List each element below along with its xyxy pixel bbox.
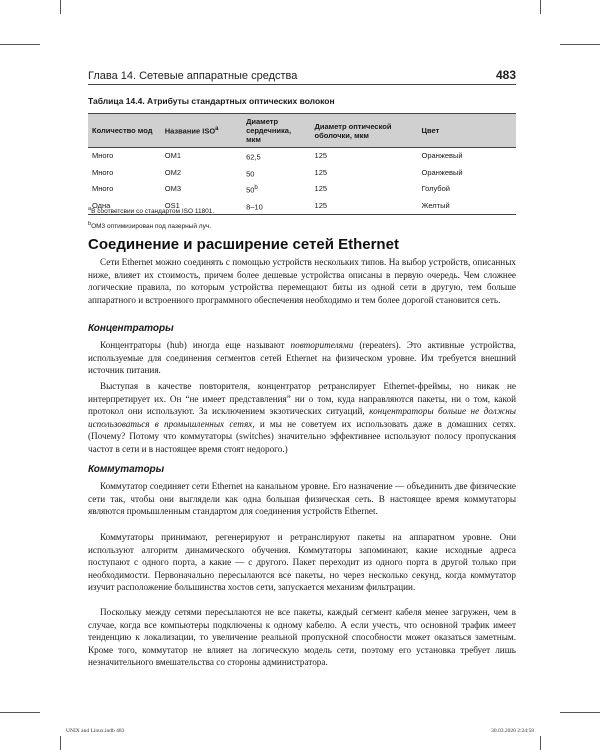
subsection-heading-switches: Коммутаторы	[88, 464, 165, 475]
crop-mark	[560, 44, 600, 45]
crop-mark	[560, 712, 600, 713]
cell-iso: OM2	[164, 167, 182, 177]
cell-cladding: 125	[311, 198, 418, 215]
table-row	[88, 148, 516, 165]
crop-mark	[0, 712, 40, 713]
crop-mark	[60, 0, 61, 14]
cell-color: Оранжевый	[421, 151, 463, 161]
paragraph: Коммутатор соединяет сети Ethernet на канальном уровне. Его назначение — объединить две физические сети так, чтобы они выглядели как одна большая физическая сеть. В настоящее время коммутаторы являются промышленным стандартом для соединения устройств Ethernet.	[88, 481, 516, 517]
cell-core: 50$^b$	[246, 185, 258, 195]
footnote-mark: b	[254, 185, 258, 191]
cell-iso: OS1	[161, 198, 242, 215]
table-row	[88, 181, 516, 198]
column-header: Диаметр оптической оболочки, мкм	[311, 114, 418, 148]
cell-core: 62,5	[246, 152, 261, 162]
paragraph: Коммутаторы принимают, регенерируют и ретранслируют пакеты на аппаратном уровне. Они используют алгоритм динамического обучения. Коммутаторы запоминают, какие исходные адреса поступают с одного порта, а какие — с другого. Пакет переходит из одного порта в другой только при необходимости. Первоначально пересылаются все пакеты, но через несколько секунд, когда коммутатор изучит расположение большинства хостов сети, запускается механизм фильтрации.	[88, 532, 516, 593]
chapter-title: Глава 14. Сетевые аппаратные средства	[88, 70, 298, 82]
cell-cladding: 125	[314, 167, 328, 177]
print-timestamp: 30.03.2020 2:24:58	[491, 728, 534, 734]
header-rule	[88, 84, 516, 85]
footnote: $^a$В соответсвии со стандартом ISO 11801.	[88, 206, 215, 216]
table-header-row	[88, 114, 516, 148]
page-number: 483	[495, 68, 516, 82]
cell-iso: OM3	[164, 184, 182, 194]
cell-core: 8–10	[242, 198, 310, 215]
running-header	[88, 64, 516, 82]
cell-color: Голубой	[421, 184, 450, 194]
table-caption: Таблица 14.4. Атрибуты стандартных оптических волокон	[88, 96, 335, 106]
cell-color: Желтый	[418, 198, 516, 215]
crop-mark	[540, 736, 541, 750]
print-file-info: UNIX and Linux.indb 483	[66, 728, 125, 734]
cell-mode: Много	[92, 151, 114, 161]
column-header: Количество мод	[88, 114, 161, 148]
cell-mode: Одна	[88, 198, 161, 215]
cell-color: Оранжевый	[421, 167, 463, 177]
table-row	[88, 165, 516, 182]
crop-mark	[540, 0, 541, 14]
emphasis: концентраторы больше не должны использоваться в промышленных сетях	[88, 406, 516, 429]
paragraph: Концентраторы (hub) иногда еще называют повторителями (repeaters). Это активные устройства, используемые для соединения сегментов сетей Ethernet на физическом уровне. Им требуется внешний источник питания.	[88, 340, 516, 376]
paragraph: Сети Ethernet можно соединять с помощью устройств нескольких типов. На выбор устройств, описанных ниже, влияет их стоимость, причем более дешевые устройства описаны в первую очередь. Чем сложнее логические правила, по которым устройства перемещают биты из одной сети в другую, тем больше аппаратного и встроенного программного обеспечения необходимо и тем более дорогой становится сеть.	[88, 257, 516, 305]
table-footnotes	[88, 203, 214, 233]
crop-mark	[0, 44, 40, 45]
cell-iso: OM1	[164, 151, 182, 161]
cell-cladding: 125	[314, 151, 328, 161]
section-heading: Соединение и расширение сетей Ethernet	[88, 236, 399, 253]
cell-cladding: 125	[314, 184, 328, 194]
subsection-heading-hubs: Концентраторы	[88, 323, 174, 334]
fiber-table	[88, 113, 516, 215]
column-header-iso	[161, 114, 242, 148]
column-header-label: Название ISO	[164, 126, 216, 136]
footnote: $^b$OM3 оптимизирован под лазерный луч.	[88, 221, 212, 231]
crop-mark	[60, 736, 61, 750]
column-header: Диаметр сердечника, мкм	[242, 114, 310, 148]
cell-mode: Много	[92, 167, 114, 177]
column-header: Цвет	[418, 114, 516, 148]
paragraph: Поскольку между сетями пересылаются не все пакеты, каждый сегмент кабеля менее загружен, чем в случае, когда все компьютеры подключены к одному кабелю. А если учесть, что основной трафик имеет тенденцию к локализации, то увеличение реальной пропускной способности может оказаться заметным. Кроме того, коммутатор не влияет на логическую модель сети, поэтому его установка требует лишь незначительного вмешательства со стороны администратора.	[88, 607, 516, 668]
paragraph: Выступая в качестве повторителя, концентратор ретранслирует Ethernet-фреймы, но никак не интерпретирует их. Он “не имеет представления” ни о том, куда направляются пакеты, ни о том, какой протокол они используют. За исключением экзотических ситуаций, концентраторы больше не должны использоваться в промышленных сетях, и мы не советуем их использовать даже в домашних сетях. (Почему? Потому что коммутаторы (switches) значительно эффективнее используют полосу пропускания частот в сети и в настоящее время стоят недорого.)	[88, 381, 516, 454]
cell-mode: Много	[92, 184, 114, 194]
footnote-mark: a	[215, 126, 219, 133]
cell-core: 50	[246, 169, 255, 178]
